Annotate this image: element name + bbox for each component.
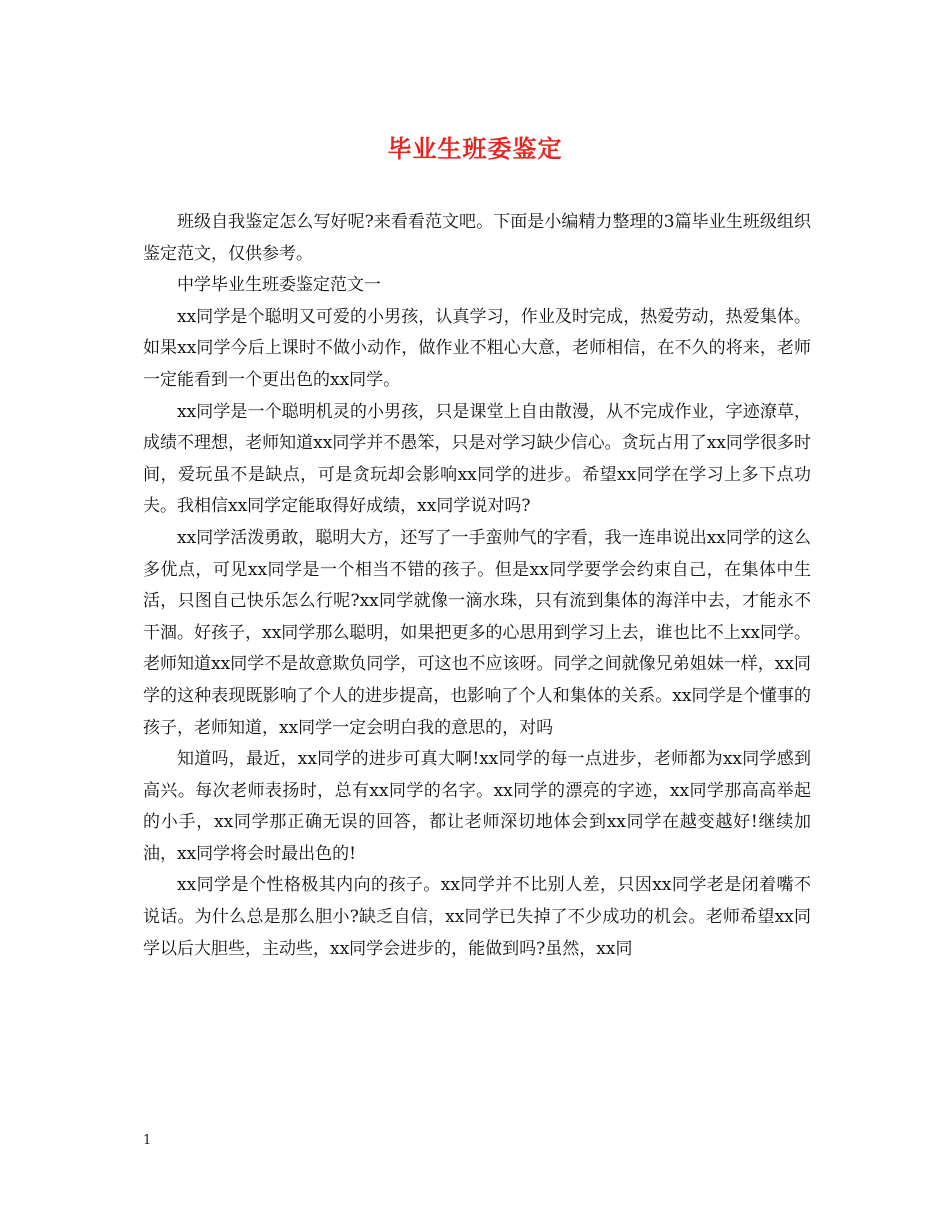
document-title: 毕业生班委鉴定 — [387, 134, 563, 163]
body-paragraph-2: xx同学是一个聪明机灵的小男孩，只是课堂上自由散漫，从不完成作业，字迹潦草，成绩不理想，老师知道xx同学并不愚笨，只是对学习缺少信心。贪玩占用了xx同学很多时间，爱玩虽不是缺点，可是贪玩却会影响xx同学的进步。希望xx同学在学习上多下点功夫。我相信xx同学定能取得好成绩，xx同学说对吗? — [143, 401, 811, 517]
document-body — [143, 207, 811, 965]
intro-paragraph: 班级自我鉴定怎么写好呢?来看看范文吧。下面是小编精力整理的3篇毕业生班级组织鉴定范文，仅供参考。 — [143, 212, 811, 264]
page-number: 1 — [143, 1133, 152, 1148]
body-paragraph-3: xx同学活泼勇敢，聪明大方，还写了一手蛮帅气的字看，我一连串说出xx同学的这么多优点，可见xx同学是一个相当不错的孩子。但是xx同学要学会约束自己，在集体中生活，只图自己快乐怎么行呢?xx同学就像一滴水珠，只有流到集体的海洋中去，才能永不干涸。好孩子，xx同学那么聪明，如果把更多的心思用到学习上去，谁也比不上xx同学。老师知道xx同学不是故意欺负同学，可这也不应该呀。同学之间就像兄弟姐妹一样，xx同学的这种表现既影响了个人的进步提高，也影响了个人和集体的关系。xx同学是个懂事的孩子，老师知道，xx同学一定会明白我的意思的，对吗 — [143, 527, 811, 738]
body-paragraph-4: 知道吗，最近，xx同学的进步可真大啊!xx同学的每一点进步，老师都为xx同学感到高兴。每次老师表扬时，总有xx同学的名字。xx同学的漂亮的字迹，xx同学那高高举起的小手，xx同学那正确无误的回答，都让老师深切地体会到xx同学在越变越好!继续加油，xx同学将会时最出色的! — [143, 749, 811, 864]
section-heading: 中学毕业生班委鉴定范文一 — [177, 275, 381, 296]
body-paragraph-5: xx同学是个性格极其内向的孩子。xx同学并不比别人差，只因xx同学老是闭着嘴不说话。为什么总是那么胆小?缺乏自信，xx同学已失掉了不少成功的机会。老师希望xx同学以后大胆些，主动些，xx同学会进步的，能做到吗?虽然，xx同 — [143, 875, 811, 959]
body-paragraph-1: xx同学是个聪明又可爱的小男孩，认真学习，作业及时完成，热爱劳动，热爱集体。如果xx同学今后上课时不做小动作，做作业不粗心大意，老师相信，在不久的将来，老师一定能看到一个更出色的xx同学。 — [143, 306, 811, 390]
